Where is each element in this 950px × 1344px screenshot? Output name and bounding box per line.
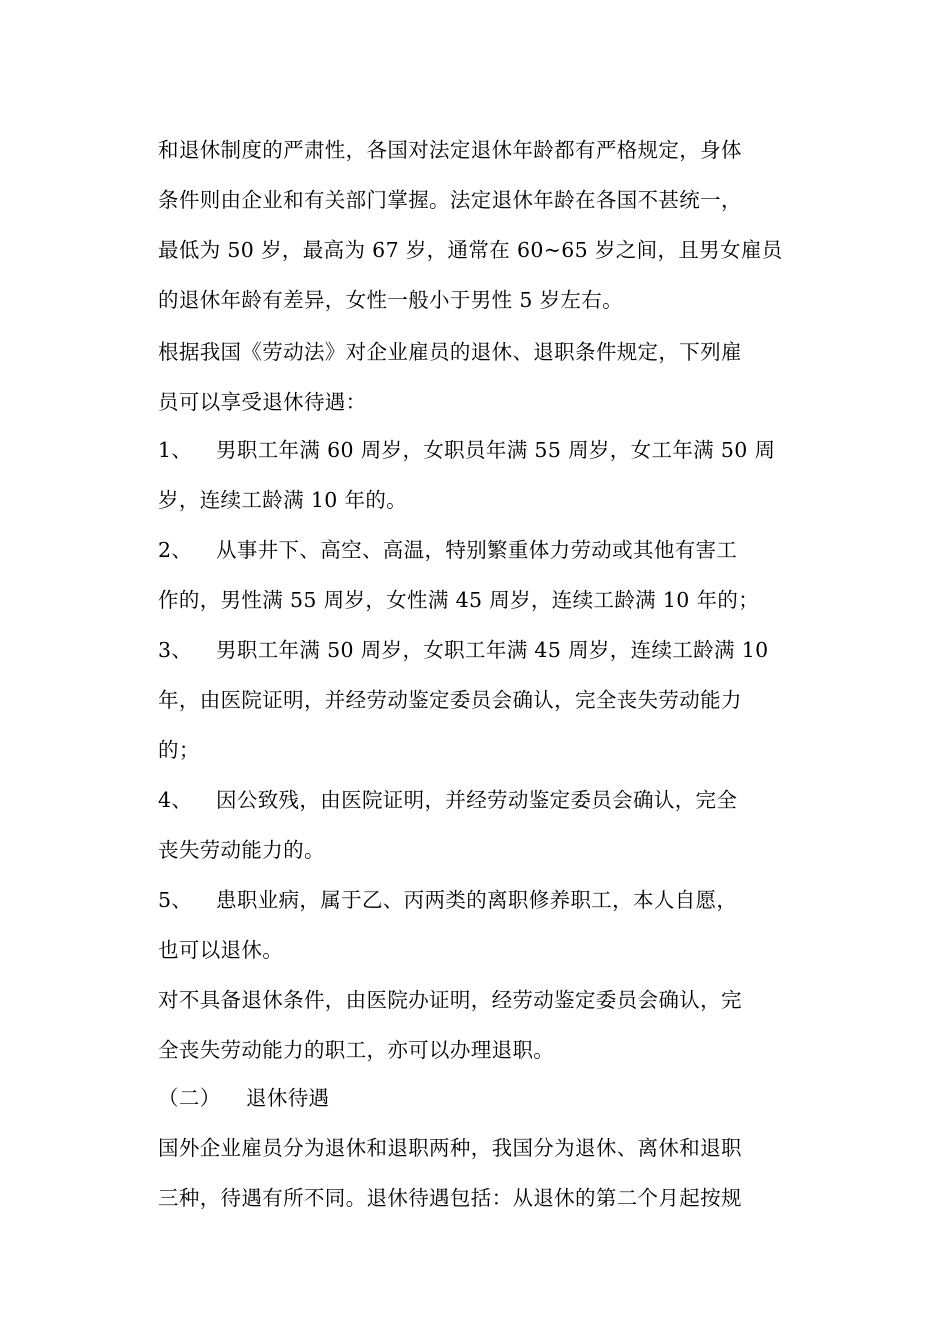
paragraph-line (158, 1184, 798, 1212)
paragraph-line (158, 186, 798, 214)
list-item-3 (158, 636, 798, 664)
section-heading (158, 1084, 798, 1112)
line-text: 作的，男性满 55 周岁，女性满 45 周岁，连续工龄满 10 年的； (158, 588, 760, 612)
paragraph-line (158, 936, 798, 964)
line-text: 因公致残，由医院证明，并经劳动鉴定委员会确认，完全 (216, 788, 738, 812)
list-number: 5、 (158, 888, 193, 912)
line-text: 根据我国《劳动法》对企业雇员的退休、退职条件规定，下列雇 (158, 340, 742, 364)
line-text: 全丧失劳动能力的职工，亦可以办理退职。 (158, 1038, 555, 1062)
line-text: 男职工年满 50 周岁，女职工年满 45 周岁，连续工龄满 10 (216, 638, 769, 662)
line-text: 员可以享受退休待遇： (158, 390, 367, 414)
line-text: 三种，待遇有所不同。退休待遇包括：从退休的第二个月起按规 (158, 1186, 742, 1210)
paragraph-line (158, 986, 798, 1014)
list-item-5 (158, 886, 798, 914)
line-text: 也可以退休。 (158, 938, 284, 962)
paragraph-line (158, 338, 798, 366)
paragraph-line (158, 136, 798, 164)
paragraph-line (158, 486, 798, 514)
line-text: 条件则由企业和有关部门掌握。法定退休年龄在各国不甚统一， (158, 188, 742, 212)
line-text: 和退休制度的严肃性，各国对法定退休年龄都有严格规定，身体 (158, 138, 742, 162)
line-text: 国外企业雇员分为退休和退职两种，我国分为退休、离休和退职 (158, 1136, 742, 1160)
paragraph-line (158, 586, 798, 614)
line-text: 对不具备退休条件，由医院办证明，经劳动鉴定委员会确认，完 (158, 988, 742, 1012)
line-text: 从事井下、高空、高温，特别繁重体力劳动或其他有害工 (216, 538, 738, 562)
section-title: 退休待遇 (246, 1086, 330, 1110)
line-text: 最低为 50 岁，最高为 67 岁，通常在 60~65 岁之间，且男女雇员 (158, 238, 783, 262)
list-number: 1、 (158, 438, 193, 462)
list-number: 4、 (158, 788, 193, 812)
paragraph-line (158, 1134, 798, 1162)
line-text: 丧失劳动能力的。 (158, 838, 325, 862)
paragraph-line (158, 236, 798, 264)
paragraph-line (158, 836, 798, 864)
line-text: 年，由医院证明，并经劳动鉴定委员会确认，完全丧失劳动能力 (158, 688, 742, 712)
list-item-1 (158, 436, 798, 464)
line-text: 岁，连续工龄满 10 年的。 (158, 488, 408, 512)
line-text: 的退休年龄有差异，女性一般小于男性 5 岁左右。 (158, 288, 623, 312)
line-text: 的； (158, 738, 200, 762)
line-text: 男职工年满 60 周岁，女职员年满 55 周岁，女工年满 50 周 (216, 438, 776, 462)
list-item-2 (158, 536, 798, 564)
list-number: 2、 (158, 538, 193, 562)
paragraph-line (158, 686, 798, 714)
paragraph-line (158, 388, 798, 416)
line-text: 患职业病，属于乙、丙两类的离职修养职工，本人自愿， (216, 888, 738, 912)
paragraph-line (158, 286, 798, 314)
list-number: 3、 (158, 638, 193, 662)
paragraph-line (158, 736, 798, 764)
list-item-4 (158, 786, 798, 814)
paragraph-line (158, 1036, 798, 1064)
section-number: （二） (158, 1086, 221, 1110)
